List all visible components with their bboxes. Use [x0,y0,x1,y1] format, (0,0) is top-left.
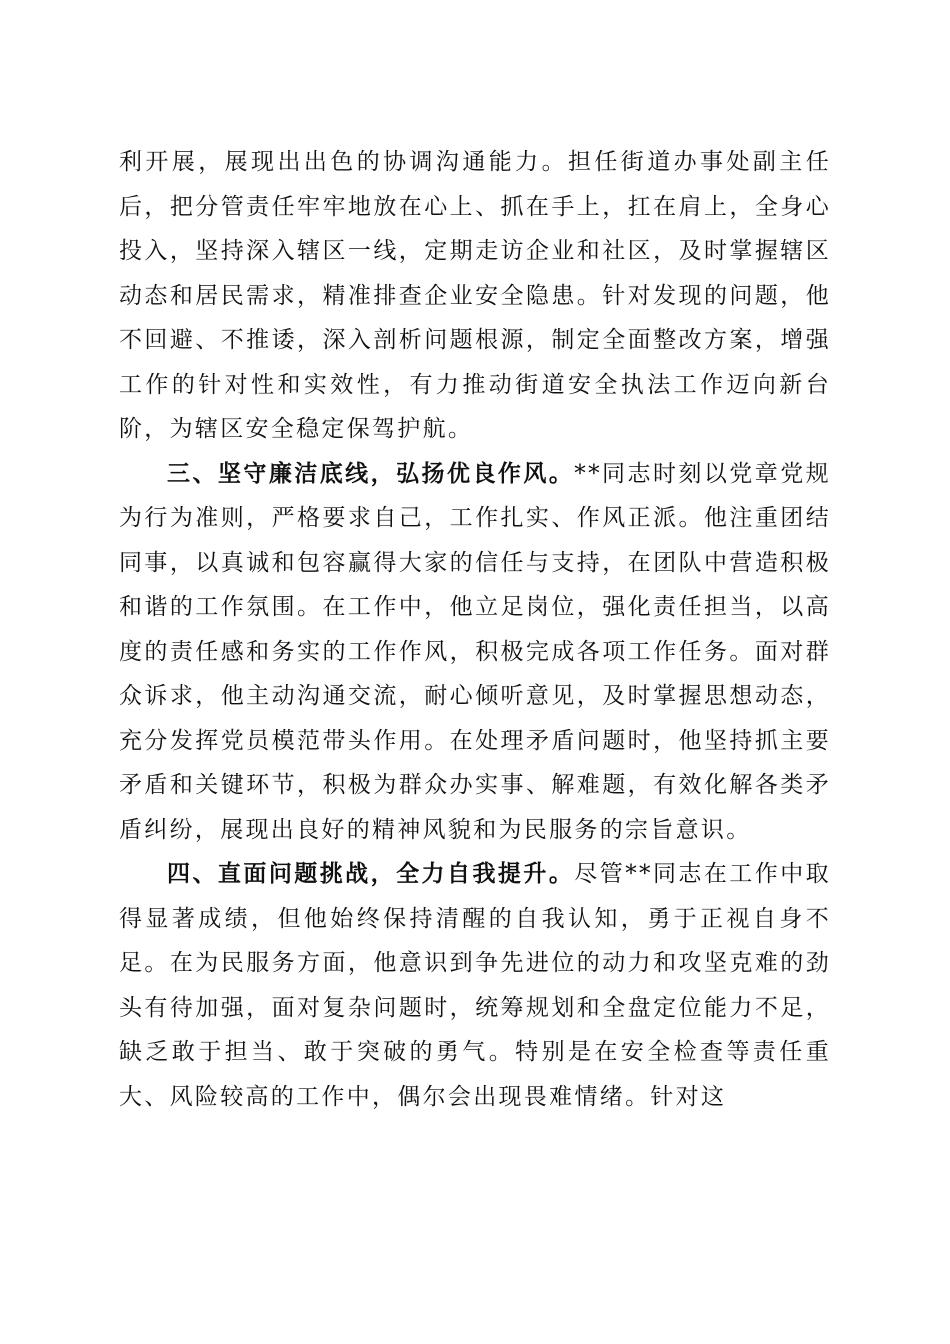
document-body [119,140,831,1119]
paragraph-continuation [119,140,831,452]
section-4-text: 尽管**同志在工作中取得显著成绩，但他始终保持清醒的自我认知，勇于正视自身不足。在为民服务方面，他意识到争先进位的动力和攻坚克难的劲头有待加强，面对复杂问题时，统筹规划和全盘定位能力不足，缺乏敢于担当、敢于突破的勇气。特别是在安全检查等责任重大、风险较高的工作中，偶尔会出现畏难情绪。针对这 [119,861,831,1110]
paragraph-1-text: 利开展，展现出出色的协调沟通能力。担任街道办事处副主任后，把分管责任牢牢地放在心上、抓在手上，扛在肩上，全身心投入，坚持深入辖区一线，定期走访企业和社区，及时掌握辖区动态和居民需求，精准排查企业安全隐患。针对发现的问题，他不回避、不推诿，深入剖析问题根源，制定全面整改方案，增强工作的针对性和实效性，有力推动街道安全执法工作迈向新台阶，为辖区安全稳定保驾护航。 [119,149,831,442]
section-4-heading: 四、直面问题挑战，全力自我提升。 [167,861,575,887]
section-3-heading: 三、坚守廉洁底线，弘扬优良作风。 [167,460,575,487]
paragraph-section-3 [119,452,831,853]
paragraph-section-4 [119,852,831,1119]
section-3-text: **同志时刻以党章党规为行为准则，严格要求自己，工作扎实、作风正派。他注重团结同事，以真诚和包容赢得大家的信任与支持，在团队中营造积极和谐的工作氛围。在工作中，他立足岗位，强化责任担当，以高度的责任感和务实的工作作风，积极完成各项工作任务。面对群众诉求，他主动沟通交流，耐心倾听意见，及时掌握思想动态，充分发挥党员模范带头作用。在处理矛盾问题时，他坚持抓主要矛盾和关键环节，积极为群众办实事、解难题，有效化解各类矛盾纠纷，展现出良好的精神风貌和为民服务的宗旨意识。 [119,460,831,843]
